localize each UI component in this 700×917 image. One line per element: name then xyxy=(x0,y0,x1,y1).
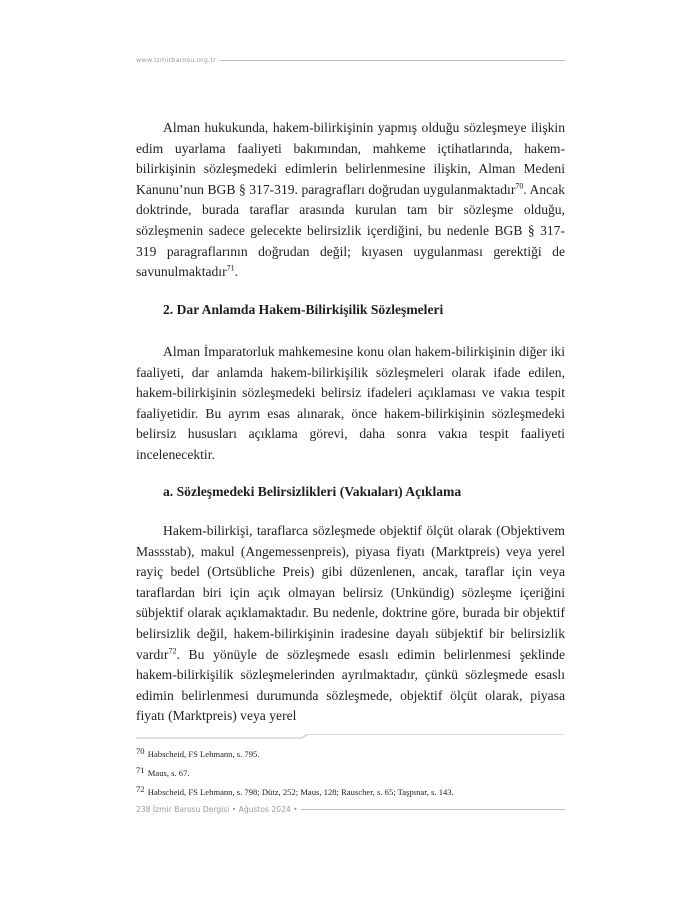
section-heading-2: 2. Dar Anlamda Hakem-Bilirkişilik Sözleşmeleri xyxy=(163,302,444,317)
paragraph-2-text: Alman İmparatorluk mahkemesine konu olan hakem-bilirkişinin diğer iki faaliyeti, dar anlamda hakem-bilirkişilik sözleşmeleri olarak ifade edilen, hakem-bilirkişinin sözleşmedeki belirsiz ifadeleri açıklaması ve vakıa tespit faaliyetidir. Bu ayrım esas alınarak, önce hakem-bilirkişinin sözleşmedeki belirsiz hususları açıklama görevi, daha sonra vakıa tespit faaliyeti incelenecektir. xyxy=(136,344,565,462)
footnote-number: 70 xyxy=(136,746,145,756)
paragraph-1-mid: . Ancak doktrinde, burada taraflar arasında kurulan tam bir sözleşme olduğu, sözleşmenin sadece gelecekte belirsizlik içerdiğini, bu nedenle BGB § 317-319 paragraflarının doğrudan değil; kıyasen uygulanması gerektiği de savunulmaktadır xyxy=(136,181,566,280)
footer-text: 238 İzmir Barosu Dergisi • Ağustos 2024 • xyxy=(136,804,298,814)
footnote-text: Maus, s. 67. xyxy=(147,768,190,778)
footnote-text: Habscheid, FS Lehmann, s. 795. xyxy=(147,749,260,759)
page-header xyxy=(136,54,565,66)
footnote-number: 72 xyxy=(136,784,145,794)
paragraph-1-text: Alman hukukunda, hakem-bilirkişinin yapmış olduğu sözleşmeye ilişkin edim uyarlama faaliyeti bakımından, mahkeme içtihatlarında, hakem-bilirkişinin sözleşmedeki edimlerin belirlenmesine ilişkin, Alman Medeni Kanunu’nun BGB § 317-319. paragrafları doğrudan uygulanmaktadır xyxy=(136,120,565,197)
footnote-70 xyxy=(136,746,565,759)
header-url: www.izmirbarosu.org.tr xyxy=(136,56,216,64)
paragraph-3 xyxy=(136,521,565,727)
footnote-ref-71: 71 xyxy=(226,263,235,273)
footnote-71 xyxy=(136,765,565,778)
footnote-number: 71 xyxy=(136,765,145,775)
footer-rule xyxy=(301,809,565,810)
footnote-text: Habscheid, FS Lehmann, s. 798; Dütz, 252; Maus, 128; Rauscher, s. 65; Taşpınar, s. 143. xyxy=(147,787,454,797)
subsection-heading-a: a. Sözleşmedeki Belirsizlikleri (Vakıaları) Açıklama xyxy=(163,484,462,499)
footnote-separator xyxy=(136,734,565,742)
paragraph-2 xyxy=(136,342,565,466)
footnote-72 xyxy=(136,784,565,797)
paragraph-1-end: . xyxy=(234,264,239,280)
paragraph-3-end: . Bu yönüyle de sözleşmede esaslı edimin belirlenmesi şeklinde hakem-bilirkişilik sözleşmelerinden ayrılmaktadır, çünkü sözleşmede esaslı edimin belirlenmesi durumunda sözleşmede, objektif ölçüt olarak, piyasa fiyatı (Marktpreis) veya yerel xyxy=(136,646,565,724)
header-rule xyxy=(220,60,565,61)
paragraph-3-text: Hakem-bilirkişi, taraflarca sözleşmede objektif ölçüt olarak (Objektivem Massstab), makul (Angemessenpreis), piyasa fiyatı (Marktpreis) veya yerel rayiç bedel (Ortsübliche Preis) gibi düzenlenen, ancak, taraflar için veya taraflardan biri için açık olmayan belirsiz (Unkündig) sözleşme içeriğini sübjektif olarak açıklamaktadır. Bu nedenle, doktrine göre, burada bir objektif belirsizlik değil, hakem-bilirkişinin iradesine dayalı sübjektif bir belirsizlik vardır xyxy=(136,523,565,662)
page-footer xyxy=(136,803,565,815)
footnote-ref-72: 72 xyxy=(168,646,177,656)
footnote-ref-70: 70 xyxy=(515,181,524,191)
paragraph-1 xyxy=(136,118,565,283)
